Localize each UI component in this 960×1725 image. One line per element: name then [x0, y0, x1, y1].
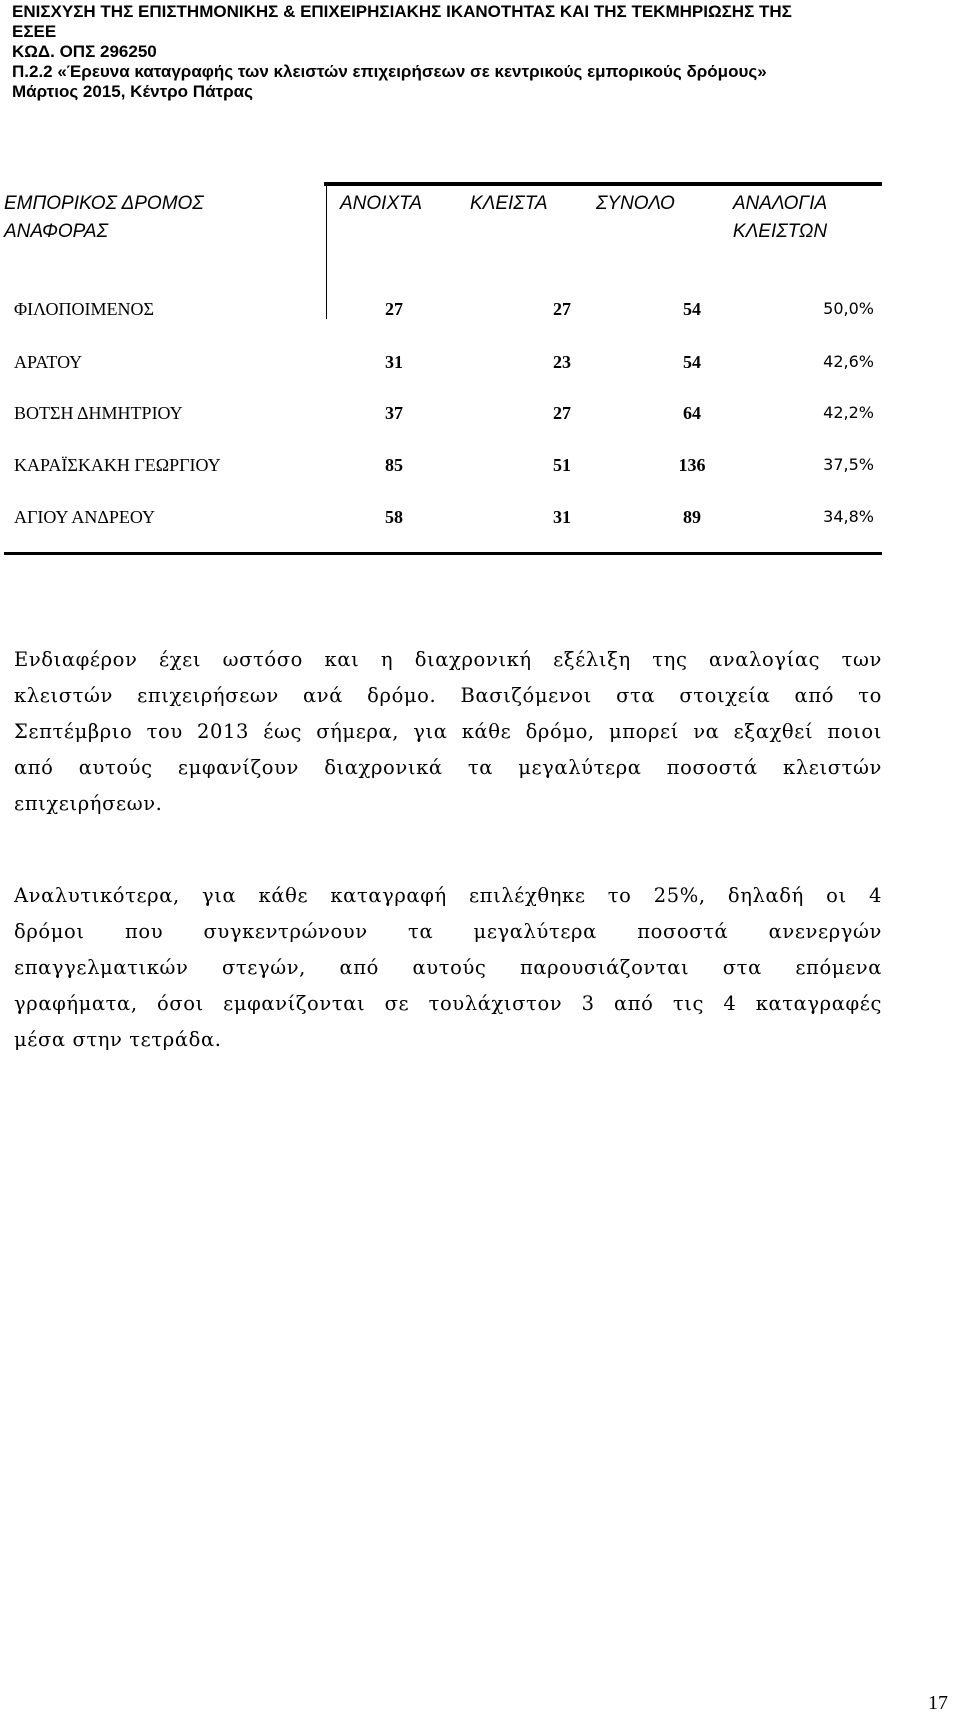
- header-street-line2: ΑΝΑΦΟΡΑΣ: [4, 221, 108, 242]
- cell-closed: 51: [553, 455, 571, 475]
- cell-ratio: 42,6%: [823, 352, 874, 371]
- table-header-row: [4, 190, 882, 250]
- cell-closed: 23: [553, 352, 571, 372]
- cell-ratio: 50,0%: [823, 299, 874, 318]
- table-row: [4, 398, 882, 428]
- cell-total: 54: [683, 352, 701, 372]
- cell-total: 136: [678, 455, 706, 475]
- cell-total: 89: [683, 507, 701, 527]
- cell-closed: 27: [553, 299, 571, 319]
- cell-street: ΚΑΡΑΪΣΚΑΚΗ ΓΕΩΡΓΙΟΥ: [14, 455, 221, 475]
- cell-total: 54: [683, 299, 701, 319]
- paragraph-line: Ενδιαφέρον έχει ωστόσο και η διαχρονική εξέλιξη της αναλογίας των: [14, 648, 882, 671]
- header-code: ΚΩΔ. ΟΠΣ 296250: [12, 42, 157, 61]
- paragraph-line: επαγγελματικών στεγών, από αυτούς παρουσιάζονται στα επόμενα: [14, 956, 882, 979]
- cell-open: 58: [385, 507, 403, 527]
- paragraph-line: Αναλυτικότερα, για κάθε καταγραφή επιλέχθηκε το 25%, δηλαδή οι 4: [14, 884, 882, 907]
- table-row: [4, 294, 882, 324]
- cell-street: ΦΙΛΟΠΟΙΜΕΝΟΣ: [14, 299, 154, 319]
- header-ratio-line1: ΑΝΑΛΟΓΙΑ: [732, 193, 828, 214]
- paragraph-line: γραφήματα, όσοι εμφανίζονται σε τουλάχιστον 3 από τις 4 καταγραφές: [14, 992, 882, 1015]
- cell-street: ΑΓΙΟΥ ΑΝΔΡΕΟΥ: [14, 507, 156, 527]
- cell-street: ΒΟΤΣΗ ΔΗΜΗΤΡΙΟΥ: [14, 403, 183, 423]
- header-total: ΣΥΝΟΛΟ: [596, 193, 675, 214]
- table-row: [4, 502, 882, 532]
- header-date-location: Μάρτιος 2015, Κέντρο Πάτρας: [12, 82, 253, 101]
- cell-open: 85: [385, 455, 403, 475]
- header-deliverable-title: Π.2.2 «Έρευνα καταγραφής των κλειστών επιχειρήσεων σε κεντρικούς εμπορικούς δρόμους»: [12, 62, 767, 81]
- cell-open: 31: [385, 352, 403, 372]
- table-bottom-rule: [4, 552, 882, 555]
- cell-ratio: 37,5%: [823, 455, 874, 474]
- paragraph-evolution: [14, 642, 882, 822]
- header-program-title: ΕΝΙΣΧΥΣΗ ΤΗΣ ΕΠΙΣΤΗΜΟΝΙΚΗΣ & ΕΠΙΧΕΙΡΗΣΙΑΚΗΣ ΙΚΑΝΟΤΗΤΑΣ ΚΑΙ ΤΗΣ ΤΕΚΜΗΡΙΩΣΗΣ ΤΗΣ: [12, 2, 792, 21]
- paragraph-line: μέσα στην τετράδα.: [14, 1028, 222, 1051]
- paragraph-line: από αυτούς εμφανίζουν διαχρονικά τα μεγαλύτερα ποσοστά κλειστών: [14, 756, 882, 779]
- cell-open: 27: [385, 299, 403, 319]
- paragraph-analysis: [14, 878, 882, 1058]
- table-row: [4, 347, 882, 377]
- header-open: ΑΝΟΙΧΤΑ: [340, 193, 422, 214]
- header-ratio-line2: ΚΛΕΙΣΤΩΝ: [732, 221, 828, 242]
- page-number: 17: [928, 1692, 948, 1714]
- paragraph-line: Σεπτέμβριο του 2013 έως σήμερα, για κάθε δρόμο, μπορεί να εξαχθεί ποιοι: [14, 720, 882, 743]
- paragraph-line: επιχειρήσεων.: [14, 792, 163, 815]
- cell-closed: 31: [553, 507, 571, 527]
- paragraph-line: κλειστών επιχειρήσεων ανά δρόμο. Βασιζόμενοι στα στοιχεία από το: [14, 684, 882, 707]
- cell-closed: 27: [553, 403, 571, 423]
- header-ratio: [720, 190, 840, 246]
- cell-ratio: 42,2%: [823, 403, 874, 422]
- cell-ratio: 34,8%: [823, 507, 874, 526]
- table-row: [4, 450, 882, 480]
- header-closed: ΚΛΕΙΣΤΑ: [470, 193, 548, 214]
- table-top-rule: [324, 182, 882, 186]
- header-street-line1: ΕΜΠΟΡΙΚΟΣ ΔΡΟΜΟΣ: [4, 193, 204, 214]
- cell-street: ΑΡΑΤΟΥ: [14, 352, 83, 372]
- paragraph-line: δρόμοι που συγκεντρώνουν τα μεγαλύτερα ποσοστά ανενεργών: [14, 920, 882, 943]
- cell-total: 64: [683, 403, 701, 423]
- document-header: [12, 2, 952, 102]
- header-organization: ΕΣΕΕ: [12, 22, 57, 41]
- header-street: [4, 190, 304, 246]
- cell-open: 37: [385, 403, 403, 423]
